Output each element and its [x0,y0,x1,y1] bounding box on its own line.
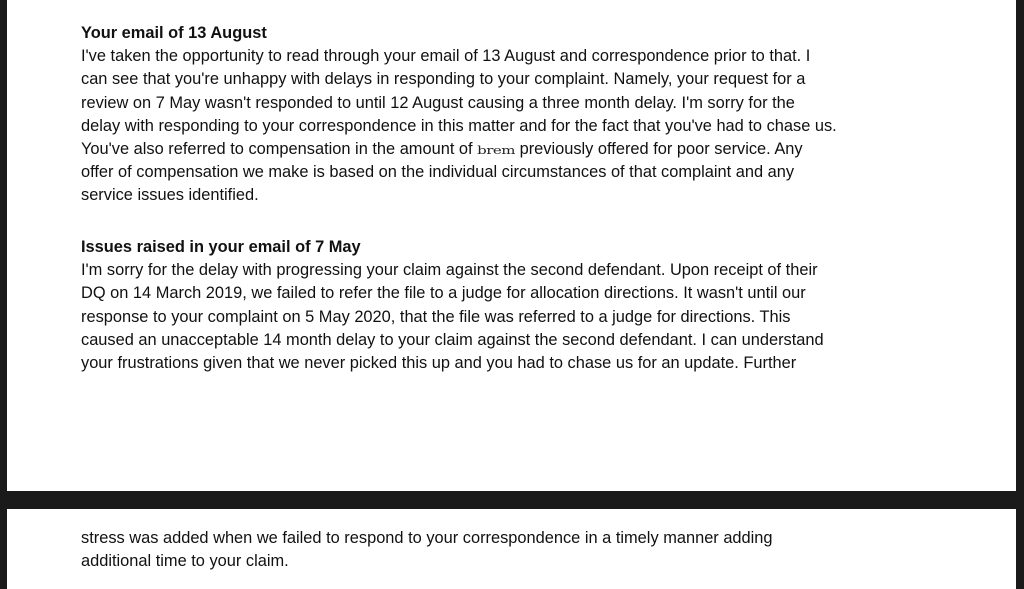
paragraph-line: I'm sorry for the delay with progressing your claim against the second defendant. Upon receipt of their [81,261,818,280]
line-text: You've also referred to compensation in the amount of [81,140,478,159]
line-text: previously offered for poor service. Any [515,140,803,159]
paragraph-line: service issues identified. [81,186,259,205]
document-page-1 [7,0,1016,491]
paragraph-line: I've taken the opportunity to read through your email of 13 August and correspondence prior to that. I [81,47,811,66]
section-heading: Your email of 13 August [81,24,267,42]
redacted-amount: brem [477,143,516,158]
paragraph-line: delay with responding to your correspondence in this matter and for the fact that you've had to chase us. [81,116,837,135]
paragraph-line: caused an unacceptable 14 month delay to your claim against the second defendant. I can understand [81,330,824,349]
section-heading: Issues raised in your email of 7 May [81,238,361,256]
paragraph-line: offer of compensation we make is based on the individual circumstances of that complaint and any [81,163,795,182]
paragraph-line: DQ on 14 March 2019, we failed to refer the file to a judge for allocation directions. It wasn't until our [81,284,806,303]
paragraph-line: stress was added when we failed to respond to your correspondence in a timely manner adding [81,529,773,547]
paragraph-line: review on 7 May wasn't responded to until 12 August causing a three month delay. I'm sorry for the [81,93,795,112]
paragraph-line: can see that you're unhappy with delays in responding to your complaint. Namely, your request for a [81,70,806,89]
paragraph-line-compensation [81,138,981,161]
document-page-2 [7,509,1016,589]
paragraph-line: additional time to your claim. [81,552,289,571]
paragraph-line: response to your complaint on 5 May 2020, that the file was referred to a judge for directions. This [81,307,791,326]
section-email-7-may [81,236,981,375]
paragraph-line: your frustrations given that we never picked this up and you had to chase us for an update. Further [81,354,797,373]
section-email-13-august [81,22,981,208]
continued-paragraph [81,527,981,573]
